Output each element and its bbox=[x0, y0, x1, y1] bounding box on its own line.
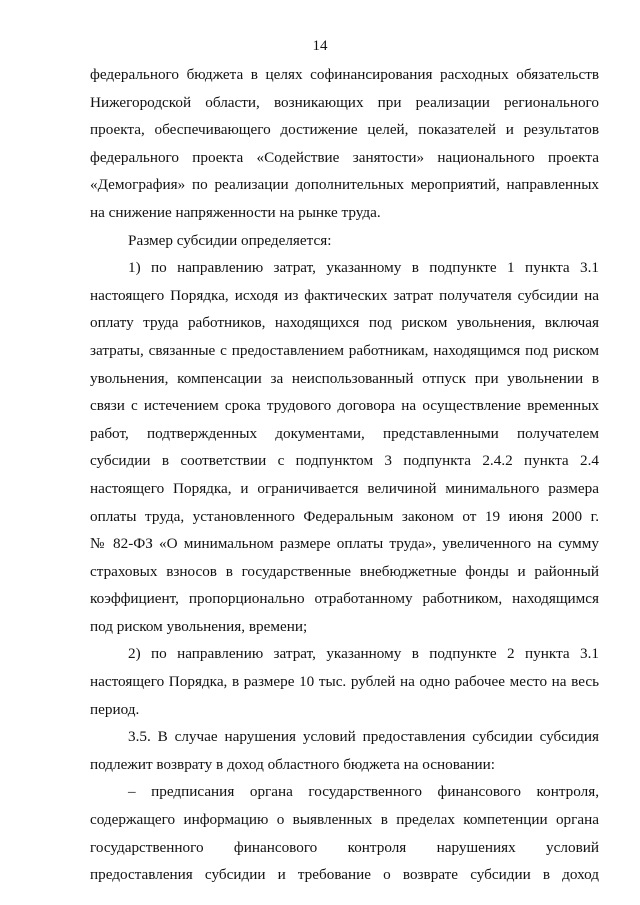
text-line: «Демография» по реализации дополнительных мероприятий, направленных bbox=[90, 176, 599, 194]
text-line: период. bbox=[90, 700, 140, 718]
text-line: 3.5. В случае нарушения условий предоставления субсидии субсидия bbox=[128, 728, 599, 746]
text-line: работ, подтвержденных документами, представленными получателем bbox=[90, 424, 599, 442]
text-line: предоставления субсидии и требование о возврате субсидии в доход bbox=[90, 866, 599, 884]
text-line: субсидии в соответствии с подпунктом 3 подпункта 2.4.2 пункта 2.4 bbox=[90, 452, 599, 470]
paragraph bbox=[90, 778, 599, 888]
text-line: на снижение напряженности на рынке труда. bbox=[90, 203, 381, 221]
text-line: связи с истечением срока трудового договора на осуществление временных bbox=[90, 397, 599, 415]
text-line: 2) по направлению затрат, указанному в подпункте 2 пункта 3.1 bbox=[128, 645, 599, 663]
text-line: – предписания органа государственного финансового контроля, bbox=[128, 783, 599, 801]
paragraph bbox=[90, 254, 599, 640]
text-line: государственного финансового контроля нарушениях условий bbox=[90, 838, 599, 856]
text-line: федерального проекта «Содействие занятости» национального проекта bbox=[90, 148, 599, 166]
text-line: Размер субсидии определяется: bbox=[128, 231, 332, 249]
text-line: затраты, связанные с предоставлением работникам, находящимся под риском bbox=[90, 341, 599, 359]
text-line: страховых взносов в государственные внебюджетные фонды и районный bbox=[90, 562, 599, 580]
text-line: № 82-ФЗ «О минимальном размере оплаты труда», увеличенного на сумму bbox=[90, 535, 599, 553]
text-line: оплаты труда, установленного Федеральным законом от 19 июня 2000 г. bbox=[90, 507, 599, 525]
text-line: федерального бюджета в целях софинансирования расходных обязательств bbox=[90, 66, 599, 83]
page-number: 14 bbox=[312, 38, 328, 54]
text-line: настоящего Порядка, и ограничивается величиной минимального размера bbox=[90, 479, 599, 497]
paragraph bbox=[90, 723, 599, 778]
text-line: настоящего Порядка, в размере 10 тыс. рублей на одно рабочее место на весь bbox=[90, 673, 599, 691]
text-line: проекта, обеспечивающего достижение целей, показателей и результатов bbox=[90, 121, 599, 139]
text-line: коэффициент, пропорционально отработанному работником, находящимся bbox=[90, 590, 599, 608]
text-line: 1) по направлению затрат, указанному в подпункте 1 пункта 3.1 bbox=[128, 259, 599, 277]
text-line: увольнения, компенсации за неиспользованный отпуск при увольнении в bbox=[90, 369, 599, 387]
text-line: Нижегородской области, возникающих при реализации регионального bbox=[90, 93, 599, 111]
paragraph bbox=[90, 227, 599, 255]
text-line: настоящего Порядка, исходя из фактических затрат получателя субсидии на bbox=[90, 286, 599, 304]
text-line: под риском увольнения, времени; bbox=[90, 617, 308, 635]
paragraph bbox=[90, 61, 599, 227]
paragraph bbox=[90, 640, 599, 723]
text-line: подлежит возврату в доход областного бюджета на основании: bbox=[90, 755, 496, 773]
text-line: содержащего информацию о выявленных в пределах компетенции органа bbox=[90, 811, 599, 829]
document-body bbox=[90, 61, 599, 889]
text-line: оплату труда работников, находящихся под риском увольнения, включая bbox=[90, 314, 599, 332]
